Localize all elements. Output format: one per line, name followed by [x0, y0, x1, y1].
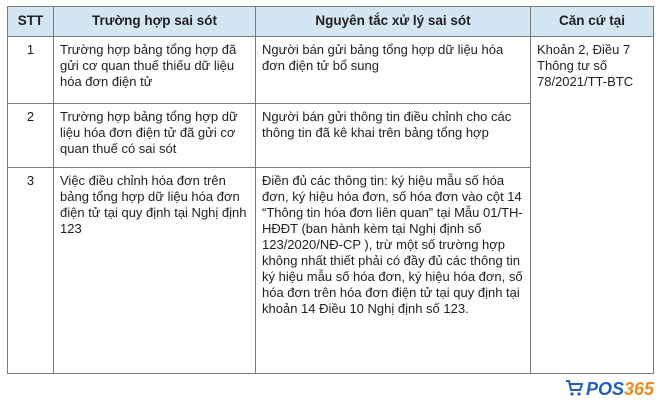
- logo-text-pos: POS: [585, 379, 624, 399]
- principle-cell: Điền đủ các thông tin: ký hiệu mẫu số hóa đơn, ký hiệu hóa đơn, số hóa đơn vào cột 14 “Thông tin hóa đơn liên quan” tại Mẫu 01/TH-HĐĐT (ban hành kèm tại Nghị định số 123/2020/NĐ-CP ), trừ một số trường hợp không nhất thiết phải có đầy đủ các thông tin ký hiệu mẫu số hóa đơn, ký hiệu hóa đơn, số hóa đơn trên hóa đơn điện tử tại quy định tại khoản 14 Điều 10 Nghị định số 123.: [256, 168, 531, 374]
- table-header-row: [8, 7, 654, 37]
- pos365-logo: [565, 378, 654, 398]
- row-number: 1: [8, 37, 54, 104]
- principle-cell: Người bán gửi bảng tổng hợp dữ liệu hóa đơn điện tử bổ sung: [256, 37, 531, 104]
- case-cell: Việc điều chỉnh hóa đơn trên bảng tổng hợp dữ liệu hóa đơn điện tử tại quy định tại Nghị định 123: [54, 168, 256, 374]
- header-basis: Căn cứ tại: [531, 7, 654, 37]
- basis-cell: Khoản 2, Điều 7 Thông tư số 78/2021/TT-BTC: [531, 37, 654, 374]
- row-number: 2: [8, 104, 54, 168]
- case-cell: Trường hợp bảng tổng hợp dữ liệu hóa đơn điện tử đã gửi cơ quan thuế có sai sót: [54, 104, 256, 168]
- case-cell: Trường hợp bảng tổng hợp đã gửi cơ quan thuế thiếu dữ liệu hóa đơn điện tử: [54, 37, 256, 104]
- header-case: Trường hợp sai sót: [54, 7, 256, 37]
- principle-cell: Người bán gửi thông tin điều chỉnh cho các thông tin đã kê khai trên bảng tổng hợp: [256, 104, 531, 168]
- header-principle: Nguyên tắc xử lý sai sót: [256, 7, 531, 37]
- table-row: [8, 37, 654, 104]
- row-number: 3: [8, 168, 54, 374]
- header-stt: STT: [8, 7, 54, 37]
- logo-text-365: 365: [623, 379, 654, 399]
- cart-icon: [565, 378, 585, 398]
- error-handling-table: [7, 6, 654, 374]
